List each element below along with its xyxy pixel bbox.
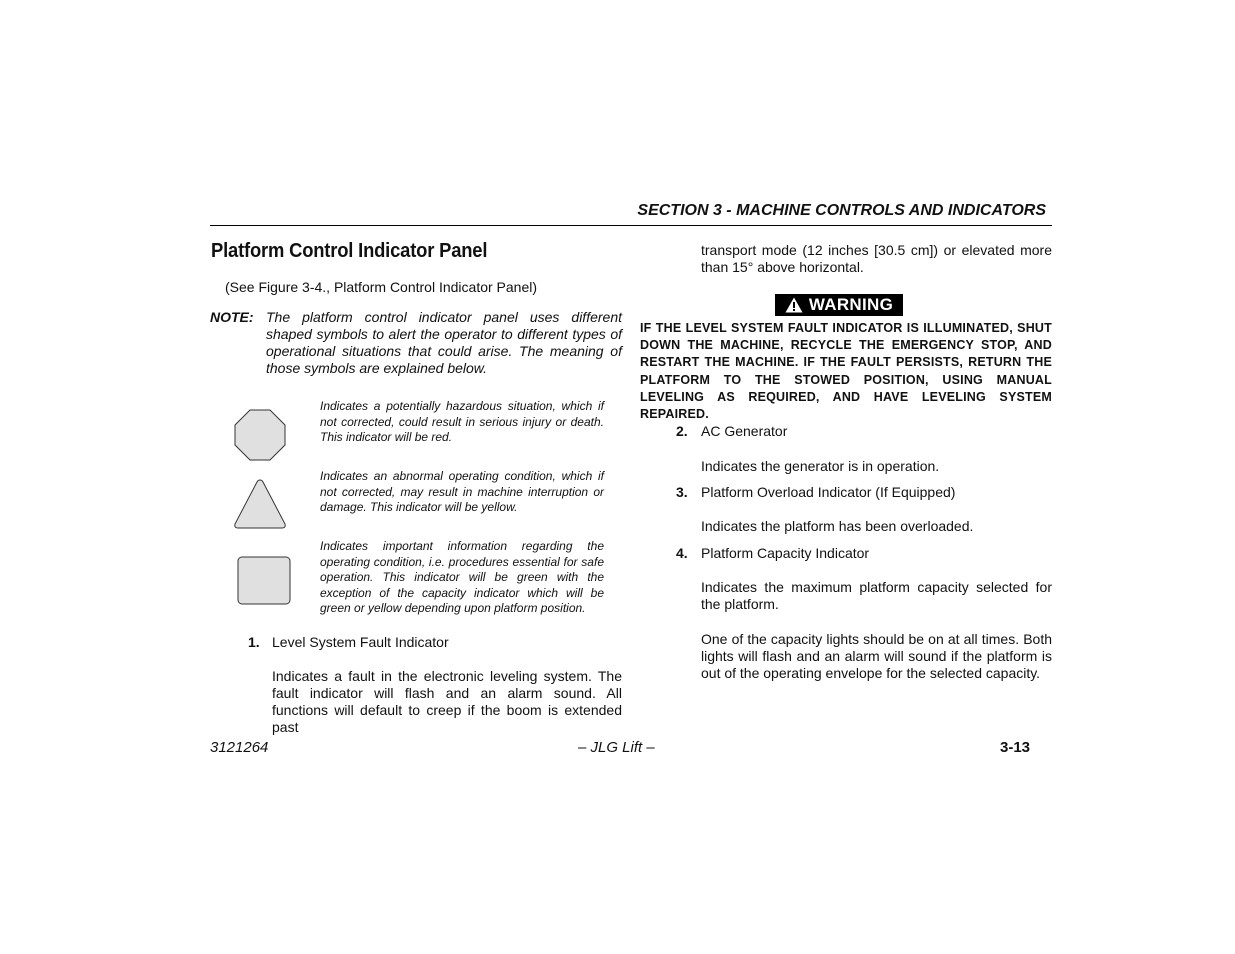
note-label: NOTE: xyxy=(210,309,254,325)
triangle-symbol-description: Indicates an abnormal operating condition, which if not corrected, may result in machine interruption or damage. This indicator will be yellow. xyxy=(320,469,604,514)
octagon-symbol-description: Indicates a potentially hazardous situation, which if not corrected, could result in serious injury or death. This indicator will be red. xyxy=(320,399,604,444)
item-number: 3. xyxy=(676,484,688,500)
item-description: Indicates the platform has been overloaded. xyxy=(701,518,974,534)
item-title: Platform Overload Indicator (If Equipped) xyxy=(701,484,956,500)
warning-icon xyxy=(785,297,803,313)
figure-reference: (See Figure 3-4., Platform Control Indicator Panel) xyxy=(225,279,538,295)
note-text: The platform control indicator panel uses different shaped symbols to alert the operator to different types of operational situations that could arise. The meaning of those symbols are explained below. xyxy=(266,309,622,376)
item-description: Indicates the maximum platform capacity selected for the platform. xyxy=(701,579,1052,612)
continued-text: transport mode (12 inches [30.5 cm]) or elevated more than 15° above horizontal. xyxy=(701,242,1052,275)
item-title: Platform Capacity Indicator xyxy=(701,545,870,561)
section-header: SECTION 3 - MACHINE CONTROLS AND INDICATORS xyxy=(637,202,1046,219)
item-title: Level System Fault Indicator xyxy=(272,634,449,650)
warning-text: IF THE LEVEL SYSTEM FAULT INDICATOR IS ILLUMINATED, SHUT DOWN THE MACHINE, RECYCLE THE EMERGENCY STOP, AND RESTART THE MACHINE. IF THE FAULT PERSISTS, RETURN THE PLATFORM TO THE STOWED POSITION, USING MANUAL LEVELING AS REQUIRED, AND HAVE LEVELING SYSTEM REPAIRED. xyxy=(640,321,1052,422)
item-description: Indicates a fault in the electronic leveling system. The fault indicator will flash and an alarm sound. All functions will default to creep if the boom is extended past xyxy=(272,668,622,735)
header-rule xyxy=(210,225,1052,226)
footer-center: – JLG Lift – xyxy=(578,739,655,756)
warning-label: WARNING xyxy=(808,295,894,314)
warning-badge xyxy=(775,294,903,316)
item-number: 4. xyxy=(676,545,688,561)
octagon-icon xyxy=(234,409,286,461)
item-number: 1. xyxy=(248,634,260,650)
item-description: One of the capacity lights should be on at all times. Both lights will flash and an alarm will sound if the platform is out of the operating envelope for the selected capacity. xyxy=(701,631,1052,681)
page-title: Platform Control Indicator Panel xyxy=(211,240,488,262)
item-description: Indicates the generator is in operation. xyxy=(701,458,940,474)
footer-doc-number: 3121264 xyxy=(210,739,269,756)
item-title: AC Generator xyxy=(701,423,788,439)
triangle-icon xyxy=(233,478,287,530)
footer-page-number: 3-13 xyxy=(1000,739,1031,756)
square-symbol-description: Indicates important information regarding the operating condition, i.e. procedures essential for safe operation. This indicator will be green with the exception of the capacity indicator which will be green or yellow depending upon platform position. xyxy=(320,539,604,615)
square-icon xyxy=(237,556,291,606)
item-number: 2. xyxy=(676,423,688,439)
